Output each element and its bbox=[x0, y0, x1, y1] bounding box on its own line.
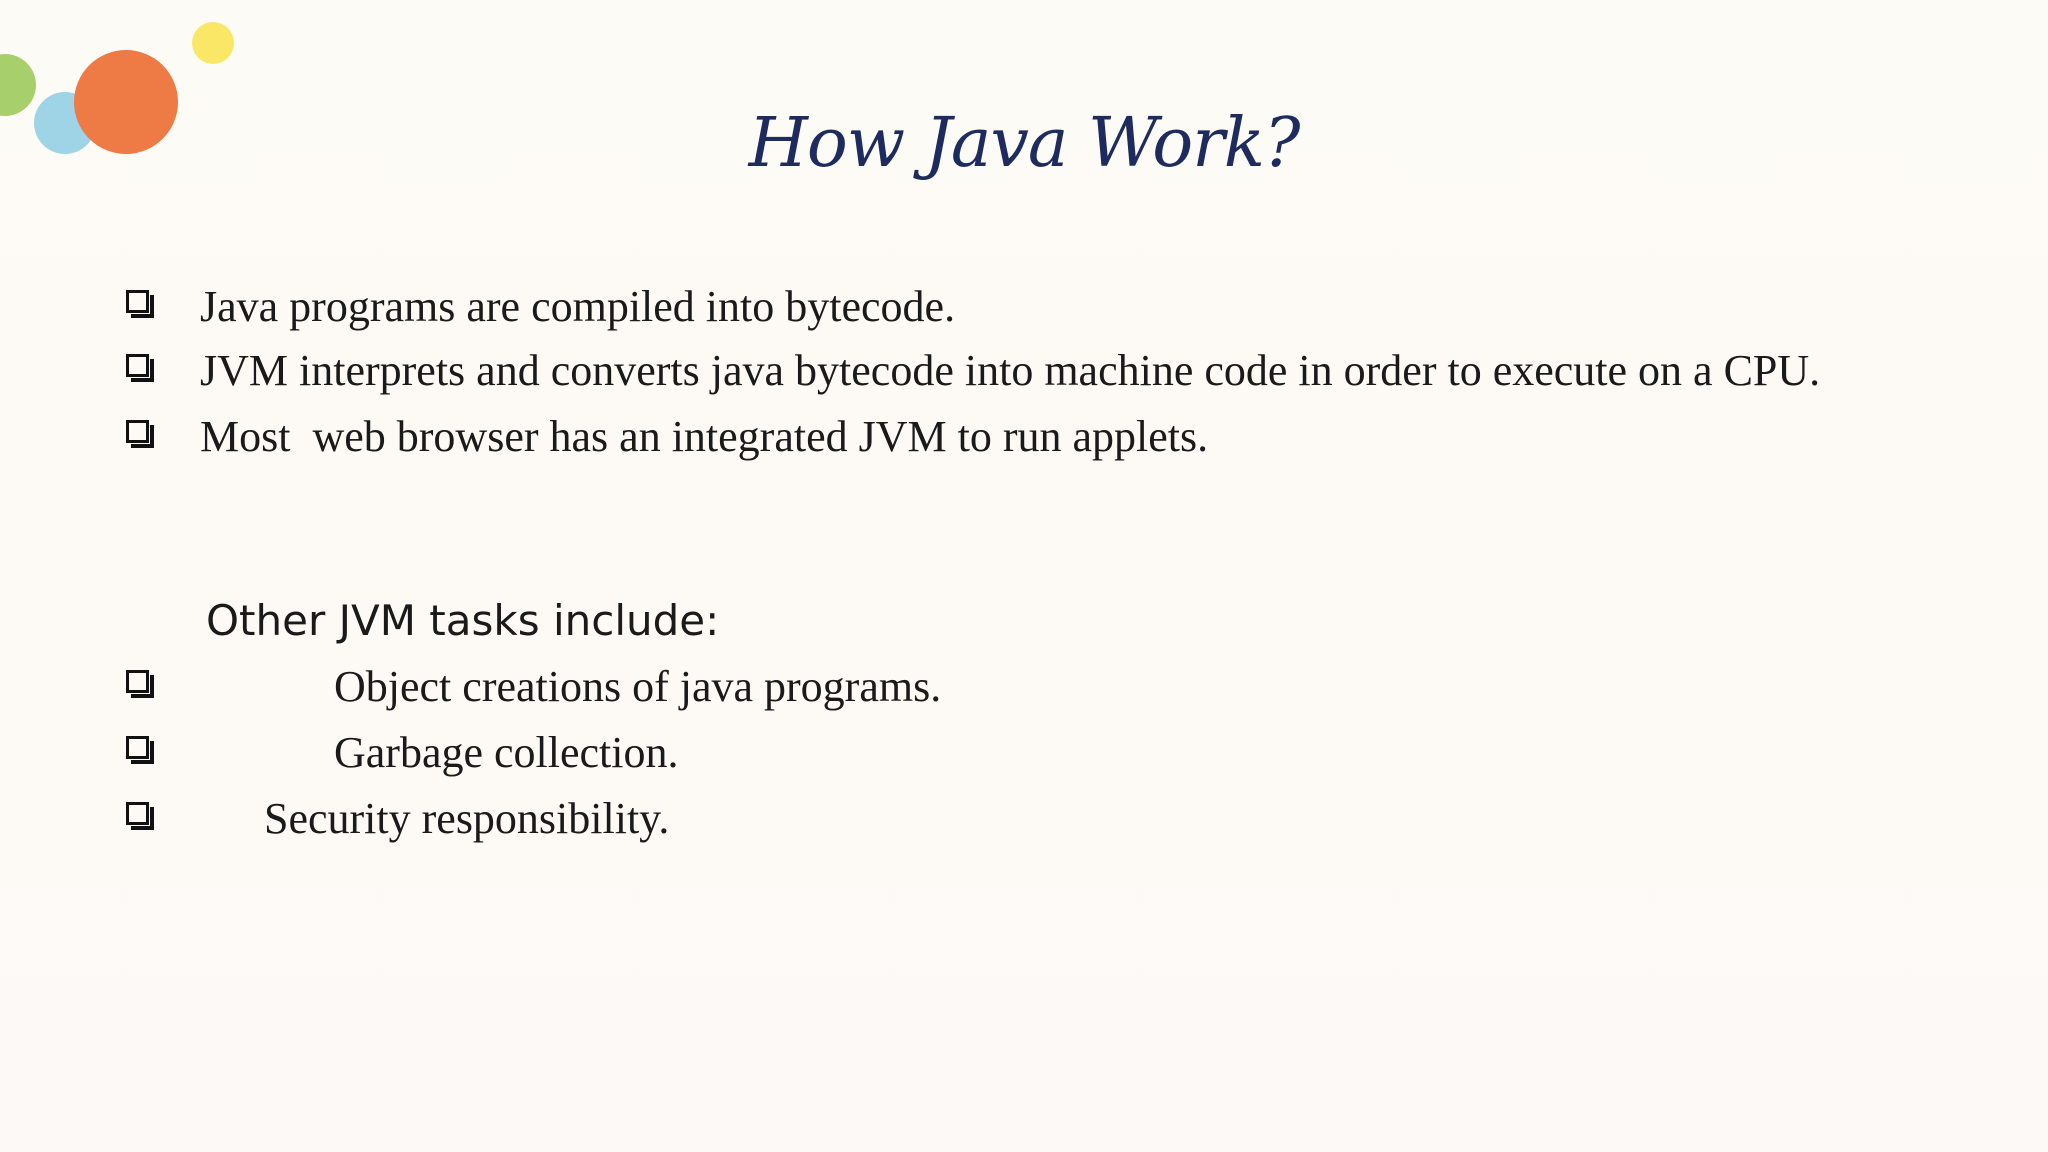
list-item bbox=[126, 410, 1946, 464]
checkbox-square-icon bbox=[126, 290, 156, 320]
list-item bbox=[126, 344, 1946, 398]
task-text: Garbage collection. bbox=[334, 728, 679, 777]
checkbox-square-icon bbox=[126, 670, 156, 700]
list-item bbox=[126, 726, 1626, 792]
checkbox-square-icon bbox=[126, 420, 156, 450]
list-item bbox=[126, 792, 1626, 858]
tasks-subheading: Other JVM tasks include: bbox=[206, 596, 720, 645]
task-text: Security responsibility. bbox=[264, 794, 670, 843]
task-text: Object creations of java programs. bbox=[334, 662, 942, 711]
checkbox-square-icon bbox=[126, 736, 156, 766]
checkbox-square-icon bbox=[126, 354, 156, 384]
slide-title: How Java Work? bbox=[748, 104, 1300, 183]
list-item bbox=[126, 280, 1946, 334]
tasks-list bbox=[126, 660, 1626, 858]
main-bullet-list bbox=[126, 280, 1946, 464]
bullet-text: JVM interprets and converts java bytecode into machine code in order to execute on a CPU. bbox=[200, 346, 1821, 395]
bullet-text: Most web browser has an integrated JVM to run applets. bbox=[200, 412, 1209, 461]
decorative-yellow-circle bbox=[192, 22, 234, 64]
bullet-text: Java programs are compiled into bytecode. bbox=[200, 282, 956, 331]
checkbox-square-icon bbox=[126, 802, 156, 832]
list-item bbox=[126, 660, 1626, 726]
